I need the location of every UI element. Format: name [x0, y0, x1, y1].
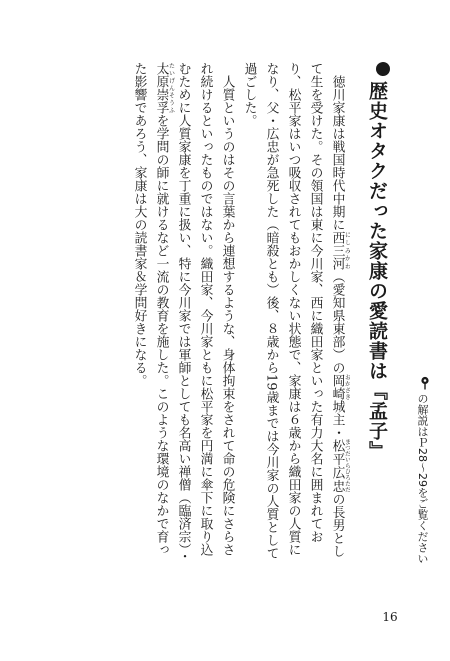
bullet-icon	[376, 62, 390, 76]
ruby-term: 岡崎 おかざき	[329, 373, 350, 400]
body-text	[118, 62, 350, 568]
ruby-term: 西三河 にしみかわ	[329, 230, 350, 270]
pin-icon	[419, 376, 431, 390]
body-paragraph: 徳川家康は戦国時代中期に西三河 にしみかわ（愛知県東部）の岡崎 おかざき城主・松平広忠 まつだいらひろただの長男として生を受けた。その領国は東に今川家、西に織田家といった有力大名に囲まれており、松平家はいつ吸収されてもおかしくない状態で、家康は６歳から織田家の人質になり、父・広忠が急死した（暗殺とも）後、８歳から19歳までは今川家の人質として過ごした。	[241, 62, 350, 560]
side-note	[412, 376, 432, 624]
body-paragraph: 人質というのはその言葉から連想するような、身体拘束をされて命の危険にさらされ続けるといったものではない。織田家、今川家ともに松平家を円満に傘下に取り込むために人質家康を丁重に扱い、特に今川家では軍師としても名高い禅僧（臨済宗）・太原崇孚 たいげんそうふを学問の師に就けるなど一流の教育を施した。このような環境のなかで育った影響であろう、家康は大の読書家＆学問好きになる。	[131, 62, 235, 563]
side-note-text: の解説はＰ28〜29をご覧ください	[416, 393, 429, 564]
section-heading-text: 歴史オタクだった家康の愛読書は『孟子』	[366, 81, 388, 461]
ruby-term: 松平広忠 まつだいらひろただ	[329, 438, 350, 493]
section-heading	[360, 62, 394, 461]
page-number: 16	[382, 610, 398, 624]
ruby-term: 太原崇孚 たいげんそうふ	[153, 62, 175, 114]
